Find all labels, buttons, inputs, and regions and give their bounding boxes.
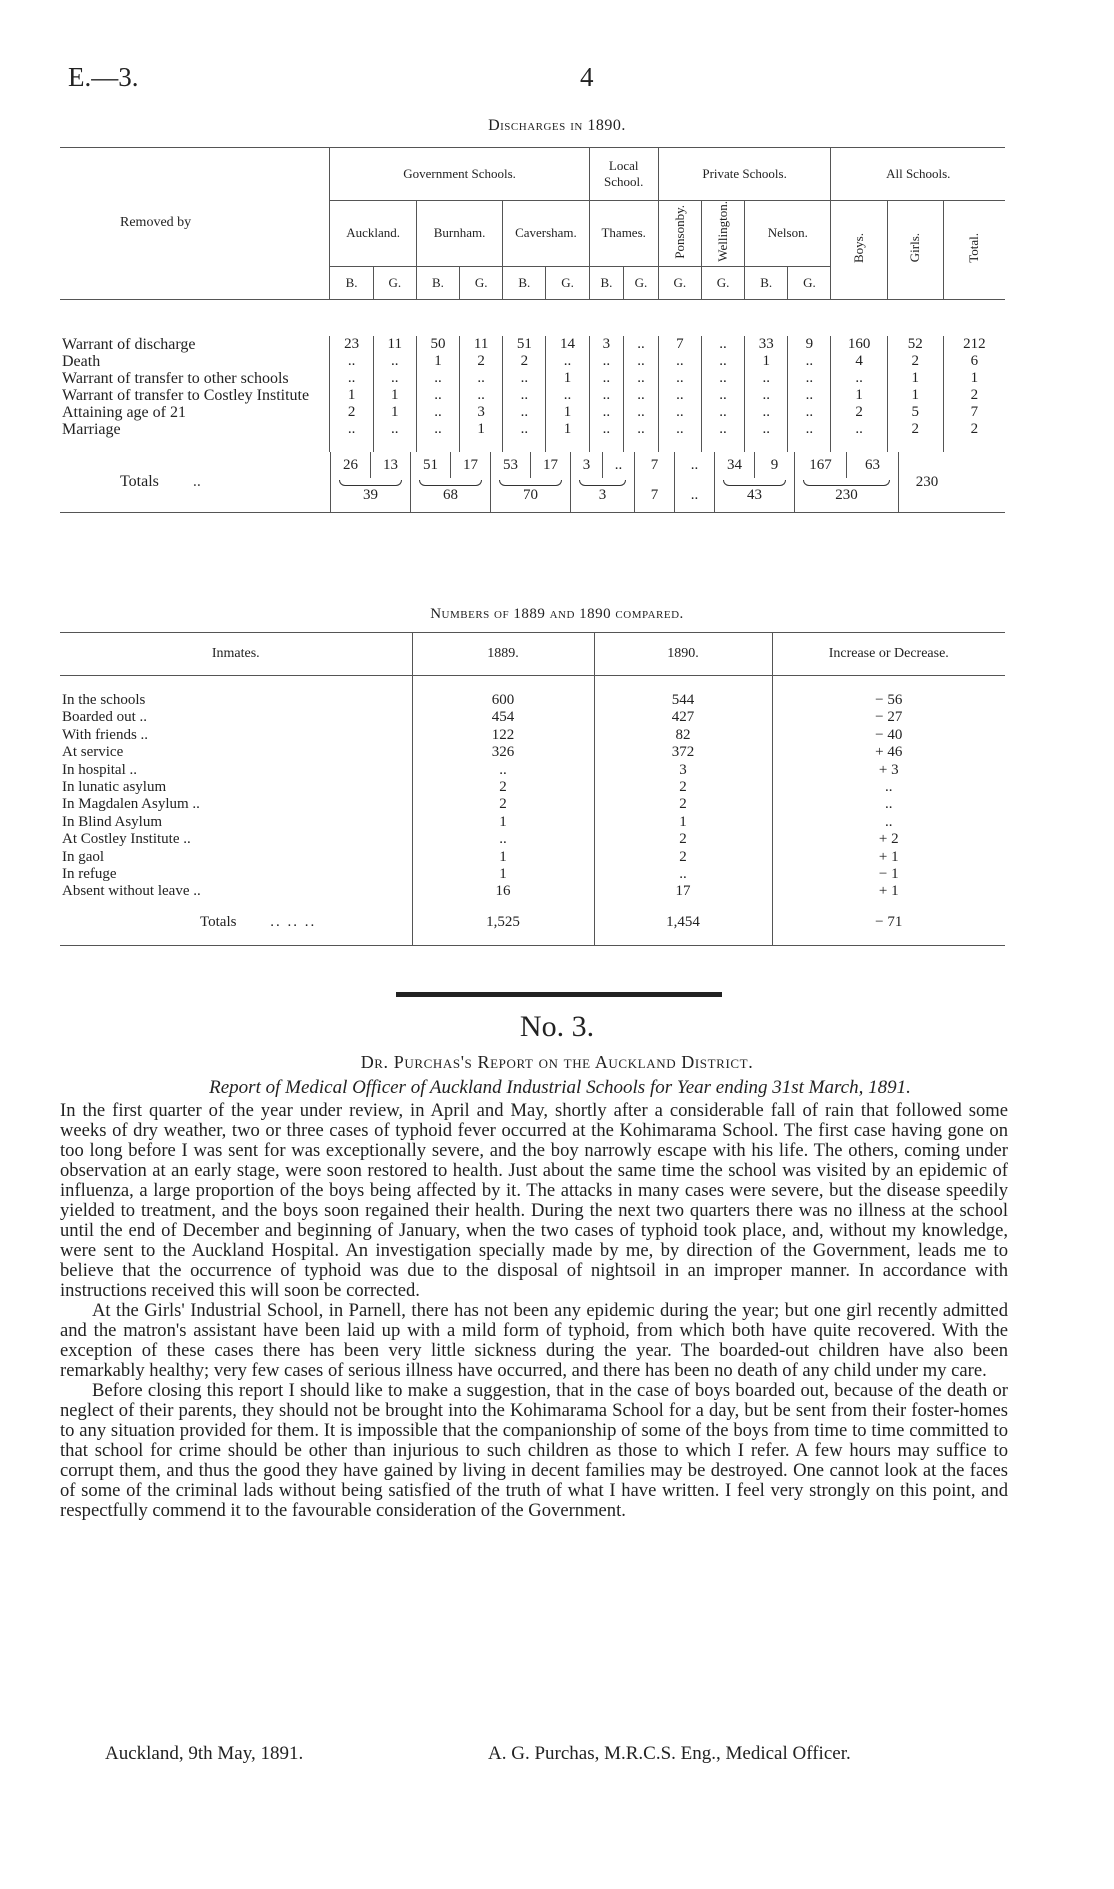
caversham-header: Caversham. — [503, 201, 589, 267]
discharge-cell: 4 — [831, 353, 887, 370]
discharge-combined-total: 3 — [598, 486, 607, 503]
change-header: Increase or Decrease. — [772, 633, 1005, 676]
discharge-cell: 2 — [887, 353, 943, 370]
comparison-row — [60, 709, 1005, 726]
discharge-cell: .. — [701, 370, 744, 387]
discharge-cell: .. — [373, 353, 416, 370]
sex-g: G. — [460, 266, 503, 299]
discharge-cell: .. — [416, 404, 459, 421]
comparison-count-1889: 122 — [412, 727, 594, 744]
discharge-cell: 51 — [503, 336, 546, 353]
comparison-change: .. — [772, 814, 1005, 831]
total-change: − 71 — [772, 901, 1005, 946]
discharge-cell: .. — [416, 387, 459, 404]
comparison-change: + 1 — [772, 883, 1005, 900]
discharge-cell: .. — [788, 370, 831, 387]
discharge-cell: 1 — [330, 387, 373, 404]
comparison-row — [60, 692, 1005, 709]
inmates-header: Inmates. — [60, 633, 412, 676]
discharge-cell: .. — [624, 353, 659, 370]
comparison-totals-label: Totals — [200, 914, 237, 931]
discharge-cell: .. — [503, 404, 546, 421]
paragraph-2: At the Girls' Industrial School, in Parnell, there has not been any epidemic during the year; but one girl recently admitted and the matron's assistant have been laid up with a mild form of typhoid, from which both have quite recovered. With the exception of these cases there has been very little sickness during the year. The boarded-out children have also been remarkably healthy; very few cases of serious illness have occurred, and there has been no death of any child under my care. — [60, 1300, 1008, 1381]
comparison-name: In Magdalen Asylum .. — [62, 796, 200, 813]
report-title: Dr. Purchas's Report on the Auckland District. — [360, 1052, 754, 1072]
sex-g: G. — [546, 266, 589, 299]
comparison-name: In refuge — [62, 866, 117, 883]
government-schools-header: Government Schools. — [330, 148, 589, 201]
discharge-cell: 1 — [546, 404, 589, 421]
comparison-count-1890: 17 — [594, 883, 772, 900]
discharge-total-cell: 26 — [330, 452, 370, 478]
discharge-cell: .. — [701, 336, 744, 353]
page-header — [60, 62, 1060, 98]
discharge-row — [60, 404, 1005, 421]
comparison-name: Boarded out .. — [62, 709, 147, 726]
sex-b: B. — [745, 266, 788, 299]
discharge-cell: .. — [658, 421, 701, 438]
discharge-cell: .. — [624, 336, 659, 353]
comparison-name: In hospital .. — [62, 761, 137, 778]
comparison-row — [60, 831, 1005, 848]
discharge-cell: .. — [658, 370, 701, 387]
discharge-cell: .. — [745, 370, 788, 387]
sex-g: G. — [788, 266, 831, 299]
sex-b: B. — [589, 266, 624, 299]
discharge-row-label: Warrant of transfer to other schools — [62, 369, 289, 387]
discharge-cell: .. — [658, 353, 701, 370]
discharge-cell: .. — [624, 404, 659, 421]
discharge-cell: 3 — [589, 336, 624, 353]
comparison-count-1889: 1 — [412, 814, 594, 831]
discharge-cell: 50 — [416, 336, 459, 353]
discharge-cell: .. — [788, 353, 831, 370]
discharge-cell: 5 — [887, 404, 943, 421]
discharge-cell: 7 — [943, 404, 1005, 421]
discharge-cell: 1 — [373, 404, 416, 421]
discharge-cell: .. — [589, 387, 624, 404]
total-header: Total. — [966, 232, 982, 263]
discharge-cell: .. — [701, 353, 744, 370]
discharge-cell: .. — [416, 421, 459, 438]
place-date: Auckland, 9th May, 1891. — [105, 1743, 304, 1764]
discharge-cell: .. — [373, 421, 416, 438]
comparison-count-1890: 2 — [594, 831, 772, 848]
discharge-cell: .. — [658, 404, 701, 421]
comparison-row — [60, 779, 1005, 796]
discharge-totals — [330, 452, 1005, 512]
comparison-count-1890: 2 — [594, 849, 772, 866]
comparison-totals-row: Totals .. .. .. 1,525 1,454 − 71 — [60, 901, 1005, 946]
discharge-cell: .. — [416, 370, 459, 387]
paragraph-3: Before closing this report I should like to make a suggestion, that in the case of boys boarded out, because of the death or neglect of their parents, they should not be brought into the Kohimarama School for a day, but be sent from their foster-homes to any situation provided for them. It is impossible that the companionship of some of the boys from time to time committed to that school for crime should be other than injurious to such children as those to which I refer. A few hours may suffice to corrupt them, and thus the good they have gained by living in decent families may be destroyed. One cannot look at the faces of some of the criminal lads without being satisfied of the truth of what I have written. I feel very strongly on this point, and respectfully commend it to the favourable consideration of the Government. — [60, 1380, 1008, 1521]
discharge-cell: .. — [701, 387, 744, 404]
discharge-row-label: Marriage — [62, 420, 121, 438]
sex-b: B. — [503, 266, 546, 299]
sex-b: B. — [330, 266, 373, 299]
comparison-row — [60, 744, 1005, 761]
discharge-cell: 11 — [373, 336, 416, 353]
comparison-change: + 2 — [772, 831, 1005, 848]
discharge-cell: .. — [745, 404, 788, 421]
comparison-count-1890: 82 — [594, 727, 772, 744]
discharge-cell: .. — [330, 370, 373, 387]
discharge-cell: .. — [624, 387, 659, 404]
discharge-cell: .. — [788, 387, 831, 404]
local-school-header: Local School. — [589, 148, 658, 201]
discharge-cell: .. — [745, 421, 788, 438]
comparison-count-1890: 427 — [594, 709, 772, 726]
comparison-name: With friends .. — [62, 726, 149, 743]
discharge-cell: .. — [503, 387, 546, 404]
discharge-cell: 2 — [887, 421, 943, 438]
discharge-cell: .. — [831, 421, 887, 438]
discharge-cell: 2 — [503, 353, 546, 370]
comparison-count-1889: 2 — [412, 796, 594, 813]
discharge-row-label: Warrant of transfer to Costley Institute — [62, 386, 310, 404]
discharge-combined-total: 230 — [835, 486, 858, 503]
discharge-cell: 1 — [887, 387, 943, 404]
comparison-row — [60, 849, 1005, 866]
discharge-row — [60, 421, 1005, 438]
sex-b: B. — [416, 266, 459, 299]
girls-header: Girls. — [907, 233, 923, 263]
discharge-cell: .. — [503, 370, 546, 387]
discharge-cell: 1 — [943, 370, 1005, 387]
discharge-combined-total: .. — [690, 486, 699, 503]
boys-header: Boys. — [850, 232, 866, 263]
year-1889-header: 1889. — [412, 633, 594, 676]
discharge-cell: .. — [330, 421, 373, 438]
discharge-cell: .. — [589, 353, 624, 370]
total-1889: 1,525 — [412, 901, 594, 946]
comparison-row — [60, 762, 1005, 779]
removed-by-header: Removed by — [120, 215, 192, 231]
discharge-cell: 3 — [460, 404, 503, 421]
comparison-row — [60, 866, 1005, 883]
sex-g: G. — [658, 266, 701, 299]
comparison-count-1889: .. — [412, 831, 594, 848]
discharge-cell: 1 — [546, 370, 589, 387]
year-1890-header: 1890. — [594, 633, 772, 676]
comparison-count-1889: 454 — [412, 709, 594, 726]
discharge-cell: 2 — [943, 387, 1005, 404]
sex-g: G. — [373, 266, 416, 299]
discharge-grand-total: 230 — [898, 452, 955, 512]
discharge-cell: 2 — [831, 404, 887, 421]
discharge-cell: 1 — [745, 353, 788, 370]
thames-header: Thames. — [589, 201, 658, 267]
brace-mark — [339, 480, 402, 486]
discharge-rows — [60, 336, 1005, 452]
all-schools-header: All Schools. — [831, 148, 1005, 201]
section-number: No. 3. — [519, 1010, 595, 1043]
discharge-row-label: Warrant of discharge — [62, 335, 196, 353]
comparison-change: .. — [772, 779, 1005, 796]
brace-mark — [419, 480, 482, 486]
total-1890: 1,454 — [594, 901, 772, 946]
page-number: 4 — [580, 62, 594, 92]
ponsonby-header: Ponsonby. — [671, 204, 687, 259]
comparison-name: In lunatic asylum — [62, 779, 167, 796]
discharge-cell: 23 — [330, 336, 373, 353]
discharge-cell: .. — [546, 353, 589, 370]
nelson-header: Nelson. — [745, 201, 831, 267]
discharge-total-cell: 13 — [370, 452, 410, 478]
comparison-row — [60, 883, 1005, 900]
discharge-total-cell: 53 — [490, 452, 530, 478]
sex-g: G. — [624, 266, 659, 299]
comparison-count-1889: 2 — [412, 779, 594, 796]
discharge-cell: .. — [373, 370, 416, 387]
comparison-count-1890: 2 — [594, 779, 772, 796]
burnham-header: Burnham. — [416, 201, 502, 267]
discharge-cell: .. — [745, 387, 788, 404]
comparison-change: + 46 — [772, 744, 1005, 761]
discharge-cell: 2 — [460, 353, 503, 370]
discharge-total-cell: 17 — [450, 452, 490, 478]
discharge-total-cell: 167 — [794, 452, 846, 478]
comparison-count-1890: 1 — [594, 814, 772, 831]
discharge-cell: .. — [503, 421, 546, 438]
discharge-row — [60, 353, 1005, 370]
brace-mark — [499, 480, 562, 486]
discharge-cell: 2 — [943, 421, 1005, 438]
discharge-cell: 212 — [943, 336, 1005, 353]
discharges-table: Removed by Government Schools. Local School. Private Schools. All Schools. Auckland. Burnham. Caversham. Thames. Ponsonby. Wellington. Nelson. Boys. Girls. Total. B. G. B. G. B. G. B. G. G. G. B. G. Warrant of discharge 23 11 50 11 51 14 3 .. 7 .. 33 9 160 52 212 Death .. .. 1 2 2 .. .. .. .. .. 1 .. 4 2 6 Warrant of transfer to other schools .. .. .. .. .. 1 .. .. .. .. .. .. .. 1 1 Warrant of transfer to Costley Institute 1 1 .. .. .. .. .. .. .. .. .. .. 1 1 2 Attaining age of 21 2 1 .. 3 .. 1 .. .. .. .. .. .. 2 5 7 Marriage .. .. .. 1 .. 1 .. .. .. .. .. .. .. 2 2 Totals .. 26 13 51 17 53 17 3 .. 7 .. 34 9 167 63 39 68 70 3 7 .. 43 230 230 — [60, 147, 1005, 513]
discharge-row — [60, 370, 1005, 387]
discharge-total-cell: 3 — [570, 452, 602, 478]
comparison-count-1889: 600 — [412, 692, 594, 709]
discharge-cell: 160 — [831, 336, 887, 353]
discharge-cell: 6 — [943, 353, 1005, 370]
brace-mark — [579, 480, 626, 486]
discharge-cell: .. — [701, 421, 744, 438]
discharge-cell: .. — [658, 387, 701, 404]
signature: A. G. Purchas, M.R.C.S. Eng., Medical Officer. — [488, 1743, 851, 1764]
discharge-row — [60, 336, 1005, 353]
document-code: E.—3. — [68, 62, 139, 92]
discharge-cell: .. — [546, 387, 589, 404]
discharge-cell: 7 — [658, 336, 701, 353]
discharge-total-cell: 51 — [410, 452, 450, 478]
discharge-cell: .. — [330, 353, 373, 370]
comparison-change: − 40 — [772, 727, 1005, 744]
discharge-cell: .. — [460, 370, 503, 387]
brace-mark — [723, 480, 786, 486]
discharge-cell: 1 — [460, 421, 503, 438]
discharge-cell: .. — [788, 421, 831, 438]
discharge-cell: 1 — [546, 421, 589, 438]
discharge-cell: 1 — [373, 387, 416, 404]
comparison-change: − 27 — [772, 709, 1005, 726]
comparison-count-1890: 3 — [594, 762, 772, 779]
discharge-combined-total: 39 — [362, 486, 378, 503]
discharge-combined-total: 7 — [650, 486, 659, 503]
comparison-row — [60, 796, 1005, 813]
discharge-cell: 52 — [887, 336, 943, 353]
discharge-row-label: Attaining age of 21 — [62, 403, 186, 421]
discharge-cell: .. — [788, 404, 831, 421]
discharge-cell: 2 — [330, 404, 373, 421]
section-divider — [396, 992, 722, 997]
brace-mark — [803, 480, 890, 486]
discharge-cell: 1 — [416, 353, 459, 370]
comparison-count-1889: 1 — [412, 866, 594, 883]
discharge-total-cell: 9 — [754, 452, 794, 478]
comparison-count-1890: 372 — [594, 744, 772, 761]
discharge-total-cell: 34 — [714, 452, 754, 478]
sex-g: G. — [701, 266, 744, 299]
discharge-cell: 14 — [546, 336, 589, 353]
discharge-combined-total: 70 — [522, 486, 538, 503]
comparison-count-1889: 16 — [412, 883, 594, 900]
discharge-total-cell: 7 — [634, 452, 674, 478]
comparison-count-1889: 326 — [412, 744, 594, 761]
discharge-total-cell: .. — [602, 452, 634, 478]
report-body — [60, 1101, 1008, 1521]
comparison-rows — [60, 692, 1005, 901]
comparison-name: In Blind Asylum — [62, 813, 163, 830]
discharges-title: Discharges in 1890. — [488, 117, 626, 134]
comparison-name: In the schools — [62, 692, 146, 708]
discharge-cell: .. — [589, 404, 624, 421]
discharge-cell: .. — [460, 387, 503, 404]
discharge-combined-total: 68 — [442, 486, 458, 503]
comparison-count-1890: 2 — [594, 796, 772, 813]
discharge-cell: 1 — [831, 387, 887, 404]
discharge-cell: .. — [589, 421, 624, 438]
comparison-name: At service — [62, 744, 124, 761]
comparison-table — [60, 632, 1005, 946]
private-schools-header: Private Schools. — [658, 148, 831, 201]
discharge-cell: 33 — [745, 336, 788, 353]
paragraph-1: In the first quarter of the year under review, in April and May, shortly after a considerable fall of rain that followed some weeks of dry weather, two or three cases of typhoid fever occurred at the Kohimarama School. The first case having gone on too long before I was sent for was exceptionally severe, and the boy narrowly escape with his life. The others, coming under observation at an early stage, were soon restored to health. Just about the same time the school was visited by an epidemic of influenza, a large proportion of the boys being affected by it. The attacks in many cases were severe, but the disease speedily yielded to treatment, and the boys soon regained their health. During the next two quarters there was no illness at the school until the end of December and beginning of January, when the two cases of typhoid took place, and, without my knowledge, were sent to the Auckland Hospital. An investigation specially made by me, by direction of the Government, leads me to believe that the occurrence of typhoid was due to the disposal of nightsoil in an improper manner. In accordance with instructions received this will soon be corrected. — [60, 1100, 1008, 1301]
discharge-cell: .. — [624, 370, 659, 387]
discharge-cell: 11 — [460, 336, 503, 353]
comparison-name: In gaol — [62, 848, 105, 865]
comparison-count-1889: 1 — [412, 849, 594, 866]
discharge-cell: .. — [831, 370, 887, 387]
discharge-row — [60, 387, 1005, 404]
comparison-change: + 1 — [772, 849, 1005, 866]
discharge-cell: 1 — [887, 370, 943, 387]
totals-label: Totals — [120, 473, 159, 491]
discharge-total-cell: .. — [674, 452, 714, 478]
comparison-count-1890: 544 — [594, 692, 772, 709]
comparison-name: At Costley Institute .. — [62, 831, 191, 848]
discharge-combined-total: 43 — [746, 486, 762, 503]
comparison-row — [60, 814, 1005, 831]
auckland-header: Auckland. — [330, 201, 416, 267]
comparison-change: .. — [772, 796, 1005, 813]
comparison-count-1890: .. — [594, 866, 772, 883]
comparison-count-1889: .. — [412, 762, 594, 779]
comparison-row — [60, 727, 1005, 744]
discharge-total-cell: 17 — [530, 452, 570, 478]
discharge-cell: .. — [701, 404, 744, 421]
wellington-header: Wellington. — [714, 201, 730, 262]
comparison-change: − 1 — [772, 866, 1005, 883]
comparison-name: Absent without leave .. — [62, 883, 201, 900]
comparison-change: − 56 — [772, 692, 1005, 709]
comparison-change: + 3 — [772, 762, 1005, 779]
discharge-cell: 9 — [788, 336, 831, 353]
report-subtitle: Report of Medical Officer of Auckland Industrial Schools for Year ending 31st March, 1891. — [209, 1077, 911, 1098]
discharge-cell: .. — [589, 370, 624, 387]
discharge-cell: .. — [624, 421, 659, 438]
comparison-title: Numbers of 1889 and 1890 compared. — [430, 606, 684, 622]
discharge-total-cell: 63 — [846, 452, 898, 478]
discharge-row-label: Death — [62, 352, 101, 370]
